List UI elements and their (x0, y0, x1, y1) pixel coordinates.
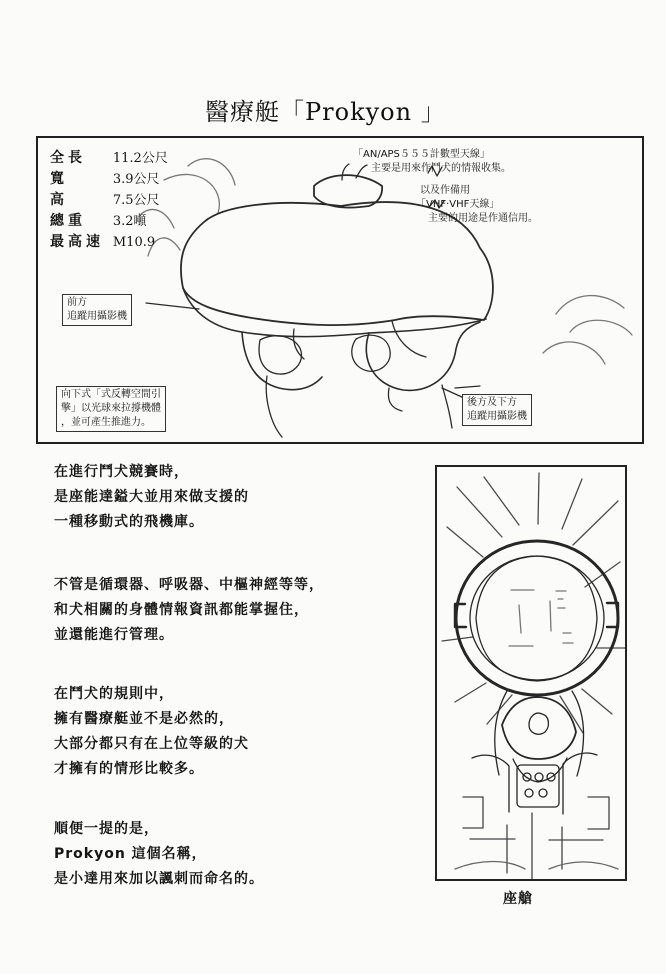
spec-row (50, 211, 168, 232)
front-camera-callout (62, 294, 132, 326)
spec-row (50, 169, 168, 190)
engine-line: 擎」以光球來拉撐機體 (61, 403, 161, 414)
spec-label: 寬 (50, 171, 68, 187)
cockpit-sketch (437, 467, 627, 881)
spec-list (50, 148, 168, 253)
paragraph-line: Prokyon 這個名稱， (54, 846, 207, 862)
paragraph-line: 並還能進行管理。 (54, 627, 174, 643)
vhf-antenna-note (416, 184, 538, 226)
spec-label: 高 (50, 192, 68, 208)
vhf-antenna-line: 主要的用途是作通信用。 (428, 213, 538, 224)
main-antenna-line: 主要是用來作鬥犬的情報收集。 (371, 163, 511, 174)
paragraph-rules (54, 682, 249, 782)
front-camera-line: 追蹤用攝影機 (67, 311, 127, 322)
cockpit-caption: 座艙 (503, 891, 533, 907)
paragraph-line: 是小達用來加以諷刺而命名的。 (54, 871, 264, 887)
paragraph-line: 在進行鬥犬競賽時， (54, 464, 189, 480)
paragraph-line: 是座能達鎰大並用來做支援的 (54, 489, 249, 505)
main-antenna-line: 「AN/APS５５５計數型天線」 (353, 149, 490, 160)
engine-line: 向下式「式反轉空間引 (61, 389, 161, 400)
spec-row (50, 148, 168, 169)
rear-camera-callout (462, 394, 532, 426)
vhf-antenna-line: 「VHF·VHF天線」 (416, 199, 500, 210)
front-camera-line: 前方 (67, 297, 87, 308)
spec-row (50, 190, 168, 211)
paragraph-line: 一種移動式的飛機庫。 (54, 514, 204, 530)
vhf-antenna-line: 以及作備用 (420, 185, 470, 196)
rear-camera-line: 後方及下方 (467, 397, 517, 408)
engine-callout (56, 386, 166, 432)
paragraph-line: 在鬥犬的規則中， (54, 686, 174, 702)
spec-value: M10.9 (112, 235, 156, 250)
paragraph-line: 大部分都只有在上位等級的犬 (54, 736, 249, 752)
ship-illustration-panel (36, 136, 644, 444)
paragraph-line: 順便一提的是， (54, 821, 159, 837)
spec-label: 總重 (50, 213, 86, 229)
engine-line: ，並可產生推進力。 (61, 417, 151, 428)
spec-value: 7.5公尺 (112, 193, 160, 208)
main-antenna-note (353, 148, 511, 176)
spec-value: 3.9公尺 (112, 172, 160, 187)
spec-row (50, 232, 168, 253)
page-title: 醫療艇「Prokyon 」 (205, 98, 446, 126)
paragraph-monitoring (54, 573, 324, 648)
spec-label: 最高速 (50, 234, 104, 250)
spec-value: 11.2公尺 (112, 151, 168, 166)
cockpit-sketch-panel (435, 465, 627, 881)
rear-camera-line: 追蹤用攝影機 (467, 411, 527, 422)
paragraph-line: 擁有醫療艇並不是必然的， (54, 711, 234, 727)
paragraph-line: 才擁有的情形比較多。 (54, 761, 204, 777)
spec-label: 全長 (50, 150, 86, 166)
paragraph-name-origin (54, 817, 264, 892)
paragraph-line: 和犬相關的身體情報資訊都能掌握住， (54, 602, 309, 618)
paragraph-line: 不管是循環器、呼吸器、中樞神經等等， (54, 577, 324, 593)
paragraph-hangar (54, 460, 249, 535)
spec-value: 3.2噸 (112, 214, 147, 229)
